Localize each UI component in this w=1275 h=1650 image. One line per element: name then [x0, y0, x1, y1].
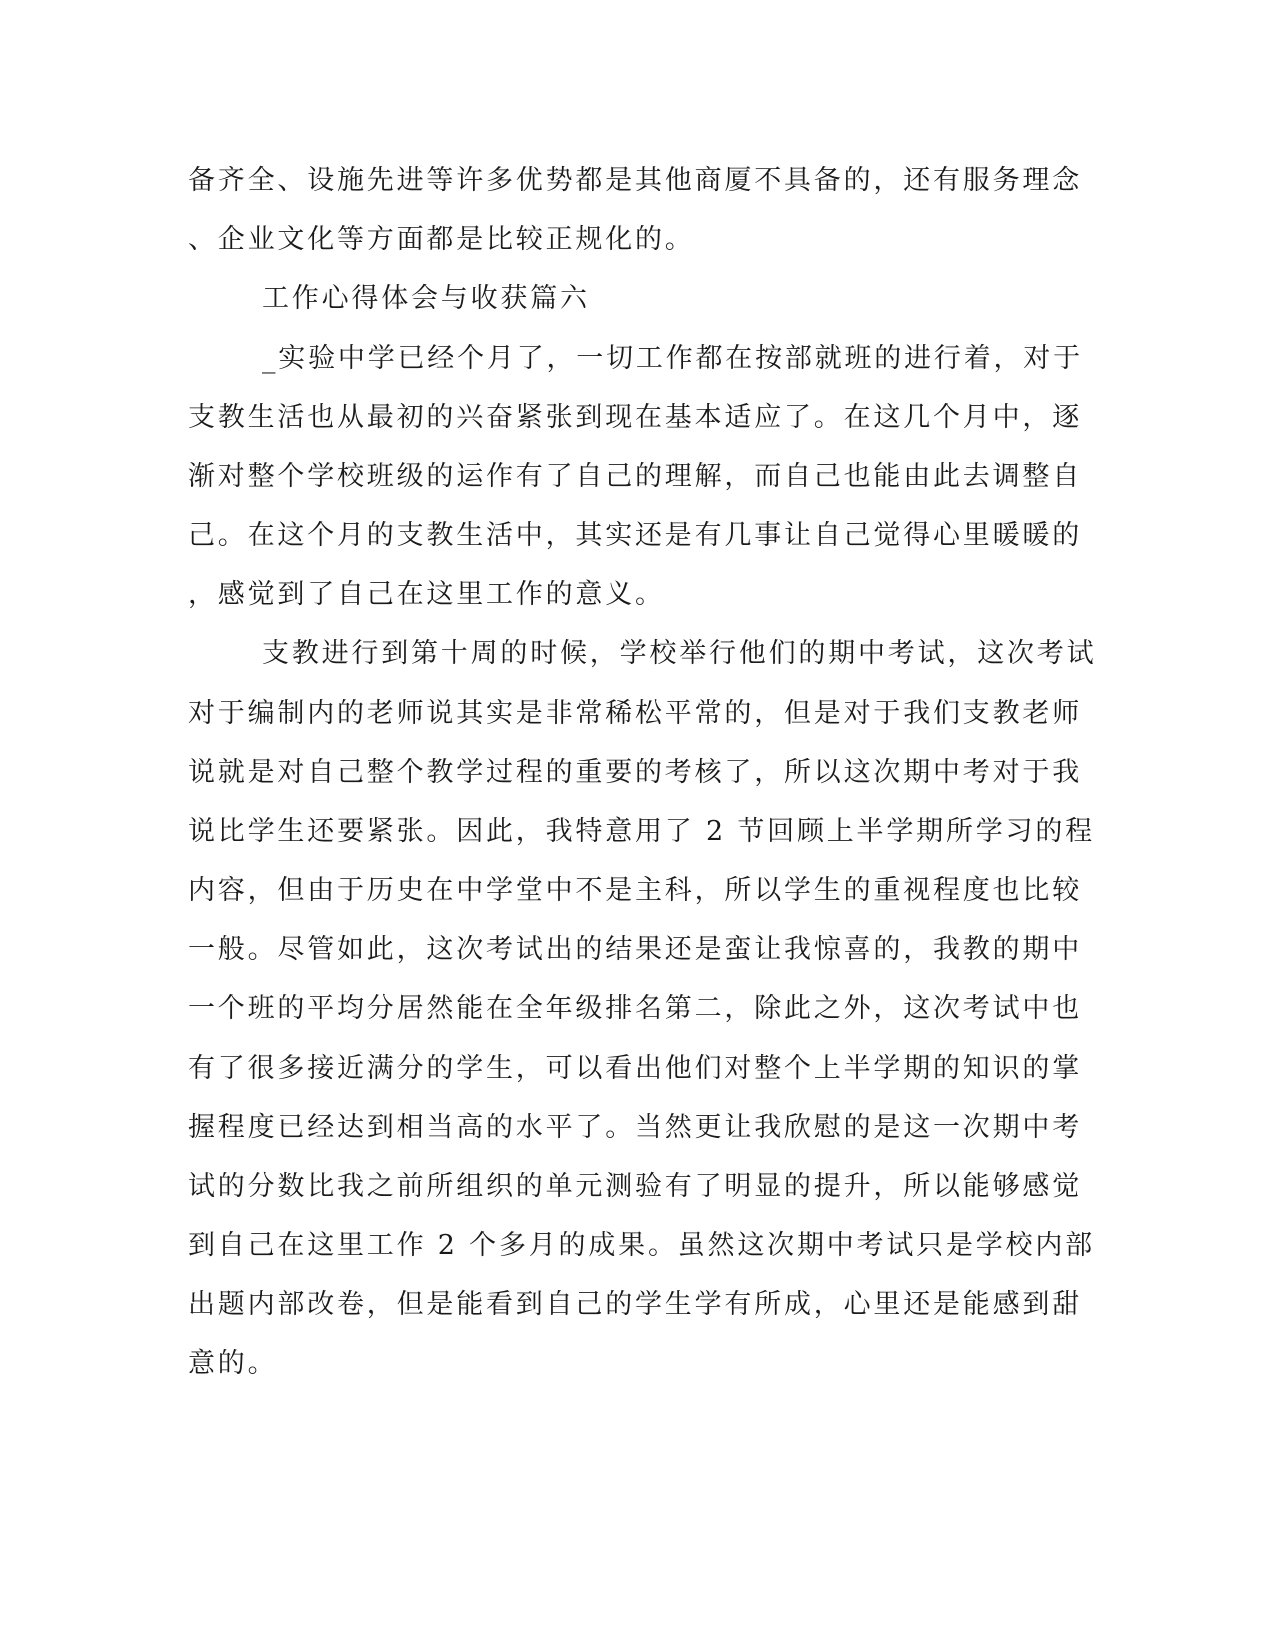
text-line: 支教进行到第十周的时候，学校举行他们的期中考试，这次考试	[262, 638, 1097, 669]
text-line: 出题内部改卷，但是能看到自己的学生学有所成，心里还是能感到甜	[188, 1289, 1082, 1320]
text-line: 有了很多接近满分的学生，可以看出他们对整个上半学期的知识的掌	[188, 1053, 1082, 1084]
text-line: 一般。尽管如此，这次考试出的结果还是蛮让我惊喜的，我教的期中	[188, 934, 1082, 965]
text-line: 渐对整个学校班级的运作有了自己的理解，而自己也能由此去调整自	[188, 461, 1082, 492]
text-line: _实验中学已经个月了，一切工作都在按部就班的进行着，对于	[262, 343, 1083, 374]
text-line: 内容，但由于历史在中学堂中不是主科，所以学生的重视程度也比较	[188, 875, 1082, 906]
text-line: ，感觉到了自己在这里工作的意义。	[188, 579, 665, 610]
text-line: 握程度已经达到相当高的水平了。当然更让我欣慰的是这一次期中考	[188, 1112, 1082, 1143]
text-line: 一个班的平均分居然能在全年级排名第二，除此之外，这次考试中也	[188, 993, 1082, 1024]
section-heading: 工作心得体会与收获篇六	[262, 283, 590, 314]
text-line: 己。在这个月的支教生活中，其实还是有几事让自己觉得心里暖暖的	[188, 520, 1082, 551]
text-line: 到自己在这里工作 2 个多月的成果。虽然这次期中考试只是学校内部	[188, 1230, 1095, 1261]
text-line: 支教生活也从最初的兴奋紧张到现在基本适应了。在这几个月中，逐	[188, 402, 1082, 433]
text-line: 试的分数比我之前所组织的单元测验有了明显的提升，所以能够感觉	[188, 1171, 1082, 1202]
text-line: 对于编制内的老师说其实是非常稀松平常的，但是对于我们支教老师	[188, 698, 1082, 729]
text-line: 、企业文化等方面都是比较正规化的。	[188, 224, 695, 255]
text-line: 说比学生还要紧张。因此，我特意用了 2 节回顾上半学期所学习的程	[188, 816, 1095, 847]
text-line: 备齐全、设施先进等许多优势都是其他商厦不具备的，还有服务理念	[188, 165, 1082, 196]
text-line: 意的。	[188, 1348, 278, 1379]
text-line: 说就是对自己整个教学过程的重要的考核了，所以这次期中考对于我	[188, 757, 1082, 788]
